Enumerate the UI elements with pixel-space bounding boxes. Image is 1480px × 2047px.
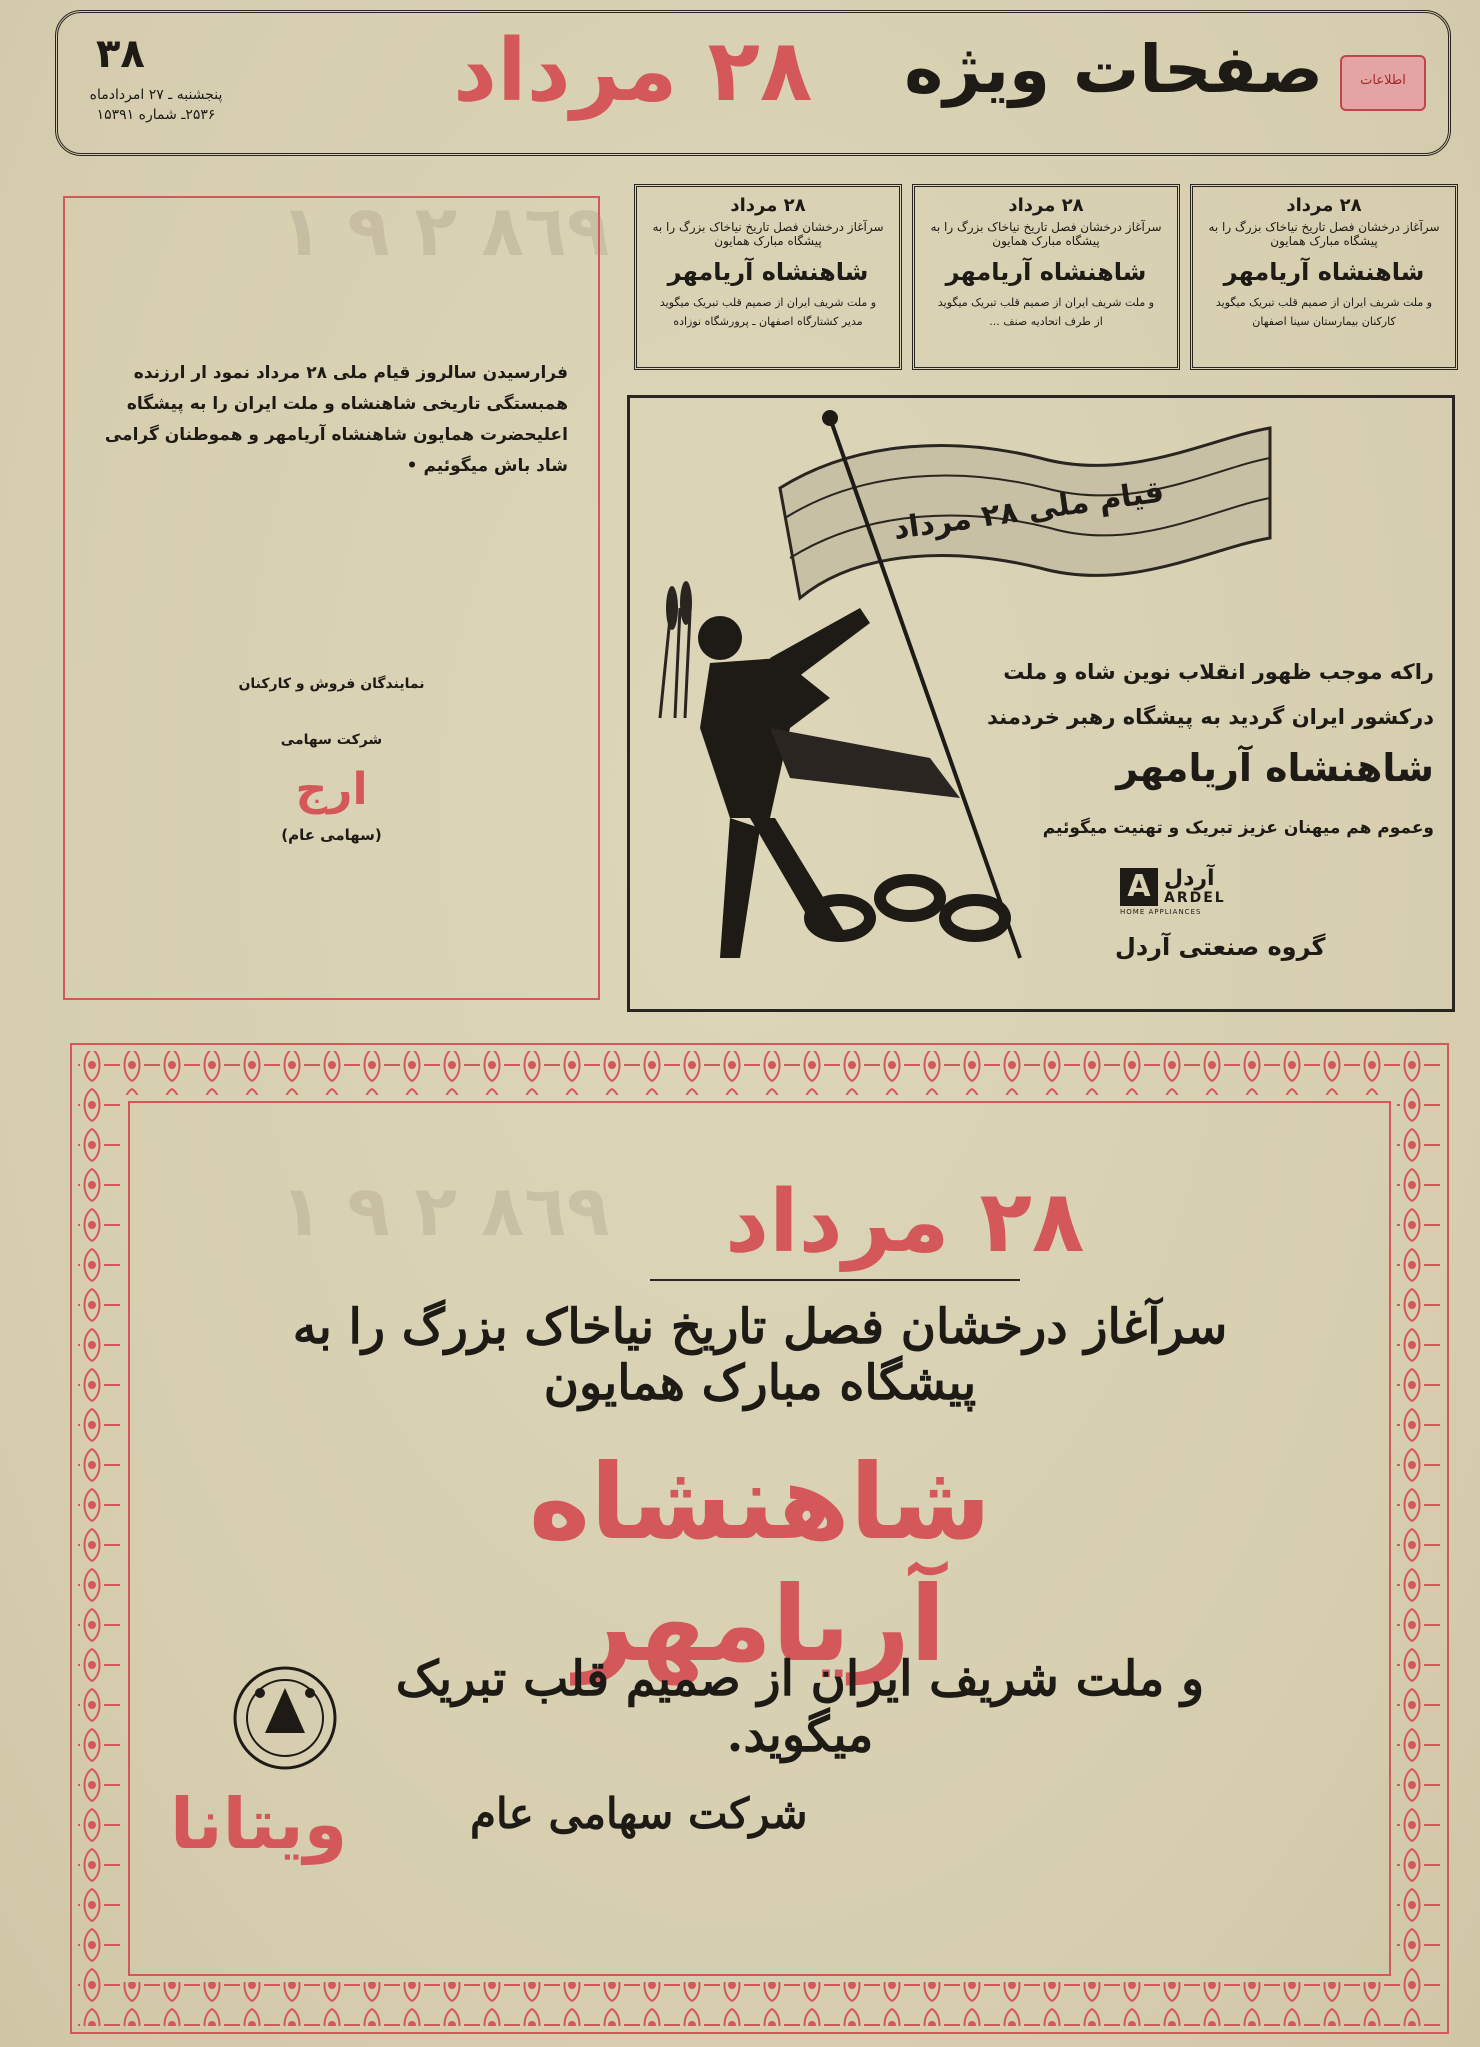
small-ad-date: ۲۸ مرداد xyxy=(730,195,806,216)
vitana-ad-inner xyxy=(128,1101,1391,1976)
small-ad-line: و ملت شریف ایران از صمیم قلب تبریک میگوید xyxy=(1215,296,1433,309)
ardel-brand-persian: آردل xyxy=(1164,866,1215,891)
small-ad-line: سرآغاز درخشان فصل تاریخ نیاخاک بزرگ را به پیشگاه مبارک همایون xyxy=(930,220,1162,248)
small-ad-line: سرآغاز درخشان فصل تاریخ نیاخاک بزرگ را به پیشگاه مبارک همایون xyxy=(1208,220,1440,248)
page-number: ۳۸ xyxy=(96,31,145,77)
ardel-brand-sub: HOME APPLIANCES xyxy=(1120,908,1202,916)
header-date-title: ۲۸ مرداد xyxy=(453,21,813,121)
small-ad-sponsor: مدیر کشتارگاه اصفهان ـ پرورشگاه نوزاده xyxy=(673,315,863,328)
small-ad-2 xyxy=(912,184,1180,370)
vitana-company: شرکت سهامی عام xyxy=(470,1789,808,1838)
ardel-text-4: وعموم هم میهنان عزیز تبریک و تهنیت میگوئیم xyxy=(1042,818,1434,838)
vitana-date: ۲۸ مرداد xyxy=(725,1172,1085,1272)
small-ad-king: شاهنشاه آریامهر xyxy=(945,258,1147,286)
page-header xyxy=(55,10,1451,156)
small-ad-line: سرآغاز درخشان فصل تاریخ نیاخاک بزرگ را به پیشگاه مبارک همایون xyxy=(652,220,884,248)
issue-number: ۲۵۳۶ـ شماره ۱۵۳۹۱ xyxy=(96,107,216,123)
issue-date: پنجشنبه ـ ۲۷ امرداد‌ماه xyxy=(89,87,223,103)
small-ad-date: ۲۸ مرداد xyxy=(1286,195,1362,216)
ardel-group: گروه صنعتی آردل xyxy=(1115,933,1326,961)
ardel-a-icon: A xyxy=(1120,868,1158,906)
vitana-nation: و ملت شریف ایران از صمیم قلب تبریک میگوید. xyxy=(395,1651,1205,1763)
vitana-ad xyxy=(70,1043,1449,2034)
small-ad-king: شاهنشاه آریامهر xyxy=(1223,258,1425,286)
banner-text: قیام ملی ۲۸ مرداد xyxy=(891,474,1167,547)
vitana-line: سرآغاز درخشان فصل تاریخ نیاخاک بزرگ را به پیشگاه مبارک همایون xyxy=(292,1299,1228,1411)
small-ad-date: ۲۸ مرداد xyxy=(1008,195,1084,216)
arj-ad-reps: نمایندگان فروش و کارکنان xyxy=(238,676,425,692)
small-ad-line: و ملت شریف ایران از صمیم قلب تبریک میگوید xyxy=(659,296,877,309)
flag-bearer-illustration xyxy=(630,398,1452,1009)
arj-ad xyxy=(63,196,600,1000)
small-ad-king: شاهنشاه آریامهر xyxy=(667,258,869,286)
bleed-through-text: ٨٦٩ ٢ ٩ ١ xyxy=(280,190,610,272)
arj-logo: ارج xyxy=(295,764,368,815)
ardel-text-2: درکشور ایران گردید به پیشگاه رهبر خردمند xyxy=(987,705,1434,729)
vitana-logo: ویتانا xyxy=(170,1783,348,1865)
bleed-through-text: ٨٦٩ ٢ ٩ ١ xyxy=(280,1170,610,1252)
vitana-king: شاهنشاه آریامهر xyxy=(528,1441,992,1685)
ardel-ad xyxy=(627,395,1455,1012)
issue-info xyxy=(86,85,226,125)
vitana-emblem-icon xyxy=(230,1663,340,1773)
ardel-king: شاهنشاه آریامهر xyxy=(1116,746,1434,790)
newspaper-logo-icon: اطلاعات xyxy=(1340,55,1426,111)
section-title: صفحات ویژه xyxy=(904,31,1323,108)
small-ad-line: و ملت شریف ایران از صمیم قلب تبریک میگوید xyxy=(937,296,1155,309)
ardel-brand-latin: ARDEL xyxy=(1164,890,1226,906)
small-ad-sponsor: کارکنان بیمارستان سینا اصفهان xyxy=(1252,315,1396,328)
ardel-brand-logo xyxy=(1120,868,1270,918)
small-ad-sponsor: از طرف اتحادیه صنف ... xyxy=(989,315,1103,328)
vitana-rule xyxy=(650,1279,1020,1281)
arj-ad-text: فرارسیدن سالروز قیام ملی ۲۸ مرداد نمود ار ارزنده همبستگی تاریخی شاهنشاه و ملت ایران را به پیشگاه اعلیحضرت همایون شاهنشاه آریامهر و هموطنان گرامی شاد باش میگوئیم • xyxy=(104,363,568,476)
small-ad-1 xyxy=(1190,184,1458,370)
arj-ad-company: شرکت سهامی xyxy=(280,732,383,748)
ardel-text-1: راکه موجب ظهور انقلاب نوین شاه و ملت xyxy=(1003,660,1434,684)
arj-logo-subtitle: (سهامی عام) xyxy=(281,826,382,844)
figure-head xyxy=(698,616,742,660)
small-ad-3 xyxy=(634,184,902,370)
